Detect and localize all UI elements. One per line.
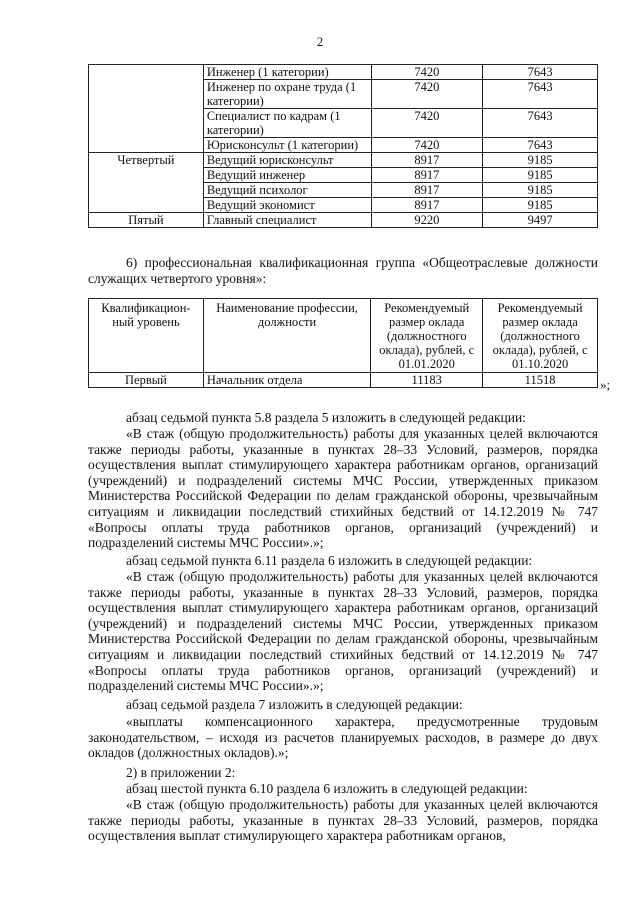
- salary-jan-cell: 9220: [371, 213, 483, 228]
- table-row: [89, 153, 598, 168]
- paragraph: «В стаж (общую продолжительность) работы для указанных целей включаются также периоды работы, указанные в пунктах 28–33 Условий, размеров, порядка осуществления выплат стимулирующего характера работникам органов, организаций (учреждений) и подразделений системы МЧС России, утвержденных приказом Министерства Российской Федерации по делам гражданской обороны, чрезвычайным ситуациям и ликвидации последствий стихийных бедствий от 14.12.2019 № 747 «Вопросы оплаты труда работников органов, организаций (учреждений) и подразделений системы МЧС России».»;: [88, 426, 598, 551]
- closing-quote: »;: [600, 377, 611, 392]
- salary-oct-cell: 9497: [483, 213, 598, 228]
- paragraph: абзац седьмой пункта 6.11 раздела 6 изложить в следующей редакции:: [126, 553, 533, 568]
- position-cell: Главный специалист: [203, 213, 371, 228]
- table-row: [89, 213, 598, 228]
- salary-oct-cell: 7643: [483, 80, 598, 109]
- header-salary-jan: Рекомендуемый размер оклада (должностного оклада), рублей, с 01.01.2020: [371, 299, 483, 373]
- position-cell: Ведущий инженер: [203, 168, 371, 183]
- salary-oct-cell: 7643: [483, 138, 598, 153]
- salary-oct-cell: 9185: [483, 198, 598, 213]
- salary-oct-cell: 9185: [483, 168, 598, 183]
- salary-jan-cell: 8917: [371, 183, 483, 198]
- position-cell: Юрисконсульт (1 категории): [203, 138, 371, 153]
- salary-jan-cell: 7420: [371, 65, 483, 80]
- position-cell: Начальник отдела: [203, 373, 370, 388]
- level-cell: [89, 65, 204, 153]
- salary-jan-cell: 7420: [371, 80, 483, 109]
- salary-oct-cell: 9185: [483, 153, 598, 168]
- paragraph: абзац седьмой пункта 5.8 раздела 5 изложить в следующей редакции:: [126, 410, 526, 425]
- salary-table-level4: [88, 298, 598, 388]
- table-row: [89, 373, 598, 388]
- position-cell: Ведущий психолог: [203, 183, 371, 198]
- position-cell: Инженер (1 категории): [203, 65, 371, 80]
- salary-jan-cell: 8917: [371, 153, 483, 168]
- level-cell: Четвертый: [89, 153, 204, 213]
- paragraph: «В стаж (общую продолжительность) работы для указанных целей включаются также периоды работы, указанные в пунктах 28–33 Условий, размеров, порядка осуществления выплат стимулирующего характера работникам органов,: [88, 797, 598, 844]
- table-header-row: [89, 299, 598, 373]
- salary-jan-cell: 11183: [371, 373, 483, 388]
- salary-oct-cell: 7643: [483, 109, 598, 138]
- salary-oct-cell: 7643: [483, 65, 598, 80]
- salary-table-continued: [88, 64, 598, 228]
- salary-jan-cell: 8917: [371, 198, 483, 213]
- table-row: [89, 65, 598, 80]
- paragraph: «выплаты компенсационного характера, предусмотренные трудовым законодательством, – исходя из расчетов планируемых расходов, в размере до двух окладов (должностных окладов).»;: [88, 714, 598, 761]
- header-level: Квалификацион-ный уровень: [89, 299, 204, 373]
- salary-jan-cell: 8917: [371, 168, 483, 183]
- paragraph: «В стаж (общую продолжительность) работы для указанных целей включаются также периоды работы, указанные в пунктах 28–33 Условий, размеров, порядка осуществления выплат стимулирующего характера работникам органов, организаций (учреждений) и подразделений системы МЧС России, утвержденных приказом Министерства Российской Федерации по делам гражданской обороны, чрезвычайным ситуациям и ликвидации последствий стихийных бедствий от 14.12.2019 № 747 «Вопросы оплаты труда работников органов, организаций (учреждений) и подразделений системы МЧС России».»;: [88, 569, 598, 694]
- salary-jan-cell: 7420: [371, 138, 483, 153]
- paragraph: 2) в приложении 2:: [126, 765, 236, 780]
- paragraph: абзац шестой пункта 6.10 раздела 6 изложить в следующей редакции:: [126, 781, 528, 796]
- paragraph: абзац седьмой раздела 7 изложить в следующей редакции:: [126, 697, 463, 712]
- level-cell: Первый: [89, 373, 204, 388]
- page-number: 2: [316, 34, 324, 49]
- level-cell: Пятый: [89, 213, 204, 228]
- qualification-group-heading: 6) профессиональная квалификационная группа «Общеотраслевые должности служащих четвертого уровня»:: [88, 255, 598, 286]
- header-position: Наименование профессии, должности: [203, 299, 370, 373]
- position-cell: Специалист по кадрам (1 категории): [203, 109, 371, 138]
- salary-jan-cell: 7420: [371, 109, 483, 138]
- position-cell: Инженер по охране труда (1 категории): [203, 80, 371, 109]
- position-cell: Ведущий юрисконсульт: [203, 153, 371, 168]
- position-cell: Ведущий экономист: [203, 198, 371, 213]
- salary-oct-cell: 11518: [483, 373, 598, 388]
- salary-oct-cell: 9185: [483, 183, 598, 198]
- header-salary-oct: Рекомендуемый размер оклада (должностного оклада), рублей, с 01.10.2020: [483, 299, 598, 373]
